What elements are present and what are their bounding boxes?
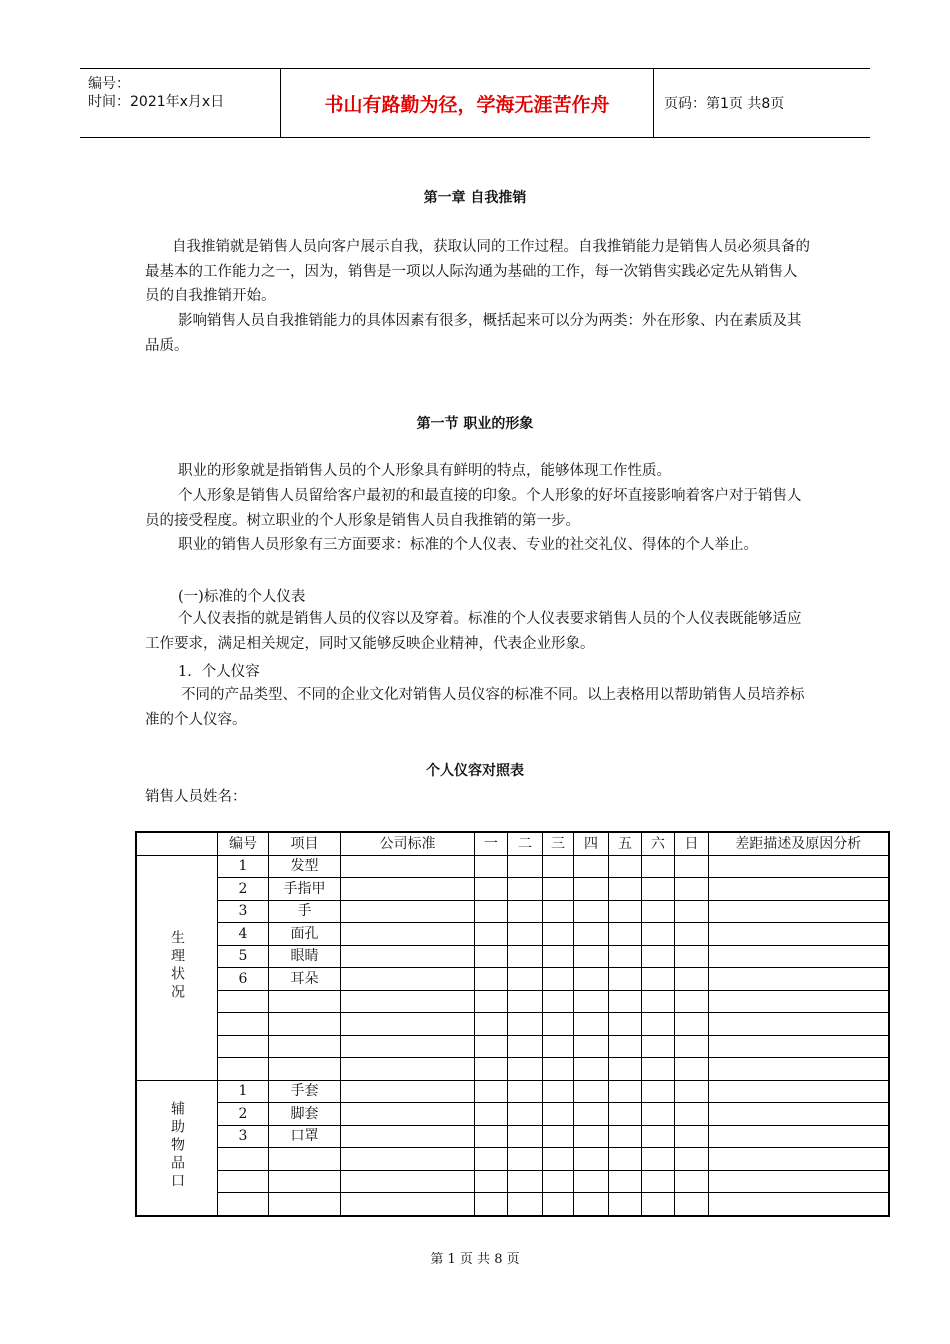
table-row [136, 923, 889, 946]
row-item: 面孔 [269, 923, 341, 946]
row-item: 手 [269, 900, 341, 923]
table-row [136, 855, 889, 878]
row-number: 4 [218, 923, 269, 946]
page-footer: 第 1 页 共 8 页 [430, 1252, 520, 1267]
row-item: 手套 [269, 1080, 341, 1103]
header-cell: 编号 [218, 832, 269, 855]
row-number: 1 [218, 855, 269, 878]
table-row [136, 1058, 889, 1081]
table-row [136, 1103, 889, 1126]
header-cell: 日 [675, 832, 709, 855]
document-time-label: 时间：2021年x月x日 [88, 94, 225, 110]
group-label-accessories [136, 1080, 218, 1216]
header-page-info: 页码：第1页 共8页 [664, 96, 785, 112]
section-title: 第一节 职业的形象 [416, 416, 534, 432]
subsection-heading: (一)标准的个人仪表 [178, 589, 306, 605]
row-item: 口罩 [269, 1125, 341, 1148]
table-row [136, 1125, 889, 1148]
header-meta [80, 69, 281, 137]
appearance-paragraph: 个人仪表指的就是销售人员的仪容以及穿着。标准的个人仪表要求销售人员的个人仪表既能够适应工作要求，满足相关规定，同时又能够反映企业精神，代表企业形象。 [145, 611, 802, 652]
section-paragraph-2: 个人形象是销售人员留给客户最初的和最直接的印象。个人形象的好坏直接影响着客户对于销售人员的接受程度。树立职业的个人形象是销售人员自我推销的第一步。 [145, 488, 802, 529]
table-row [136, 1080, 889, 1103]
table-row [136, 1170, 889, 1193]
header-cell: 二 [508, 832, 543, 855]
header-cell: 四 [574, 832, 609, 855]
table-row [136, 1035, 889, 1058]
group-label-text: 辅助物品口 [169, 1100, 185, 1191]
page-header [80, 68, 870, 138]
header-cell: 公司标准 [341, 832, 475, 855]
chapter-title: 第一章 自我推销 [423, 190, 527, 206]
table-row [136, 1013, 889, 1036]
header-cell: 五 [609, 832, 642, 855]
header-cell: 六 [642, 832, 675, 855]
intro-paragraph-1: 自我推销就是销售人员向客户展示自我，获取认同的工作过程。自我推销能力是销售人员必须具备的最基本的工作能力之一，因为，销售是一项以人际沟通为基础的工作，每一次销售实践必定先从销售人员的自我推销开始。 [145, 239, 810, 304]
table-row [136, 968, 889, 991]
row-item: 眼睛 [269, 945, 341, 968]
row-number: 1 [218, 1080, 269, 1103]
standard-paragraph: 不同的产品类型、不同的企业文化对销售人员仪容的标准不同。以上表格用以帮助销售人员培养标准的个人仪容。 [145, 687, 805, 728]
item-heading: 1．个人仪容 [178, 664, 260, 680]
table-row [136, 990, 889, 1013]
table-row [136, 878, 889, 901]
table-row [136, 1193, 889, 1216]
salesperson-name-label: 销售人员姓名： [145, 789, 247, 805]
table-header-row [136, 832, 889, 855]
header-cell: 一 [475, 832, 508, 855]
row-item: 发型 [269, 855, 341, 878]
intro-paragraph-2: 影响销售人员自我推销能力的具体因素有很多，概括起来可以分为两类：外在形象、内在素质及其品质。 [145, 313, 802, 354]
table-row [136, 945, 889, 968]
table-row [136, 1148, 889, 1171]
row-number: 5 [218, 945, 269, 968]
section-paragraph-1: 职业的形象就是指销售人员的个人形象具有鲜明的特点，能够体现工作性质。 [178, 463, 671, 479]
header-cell: 项目 [269, 832, 341, 855]
group-label-physical [136, 855, 218, 1080]
header-cell-blank [136, 832, 218, 855]
header-motto: 书山有路勤为径，学海无涯苦作舟 [281, 69, 654, 137]
row-number: 2 [218, 878, 269, 901]
appearance-checklist-table [135, 831, 890, 1217]
row-number: 3 [218, 900, 269, 923]
table-title: 个人仪容对照表 [426, 763, 524, 779]
row-number: 6 [218, 968, 269, 991]
header-cell: 差距描述及原因分析 [709, 832, 889, 855]
row-item: 脚套 [269, 1103, 341, 1126]
document-number-label: 编号： [88, 76, 130, 92]
row-number: 2 [218, 1103, 269, 1126]
section-paragraph-3: 职业的销售人员形象有三方面要求：标准的个人仪表、专业的社交礼仪、得体的个人举止。 [178, 537, 758, 553]
row-item: 手指甲 [269, 878, 341, 901]
group-label-text: 生理状况 [169, 929, 185, 1002]
header-cell: 三 [543, 832, 574, 855]
row-number: 3 [218, 1125, 269, 1148]
row-item: 耳朵 [269, 968, 341, 991]
table-row [136, 900, 889, 923]
